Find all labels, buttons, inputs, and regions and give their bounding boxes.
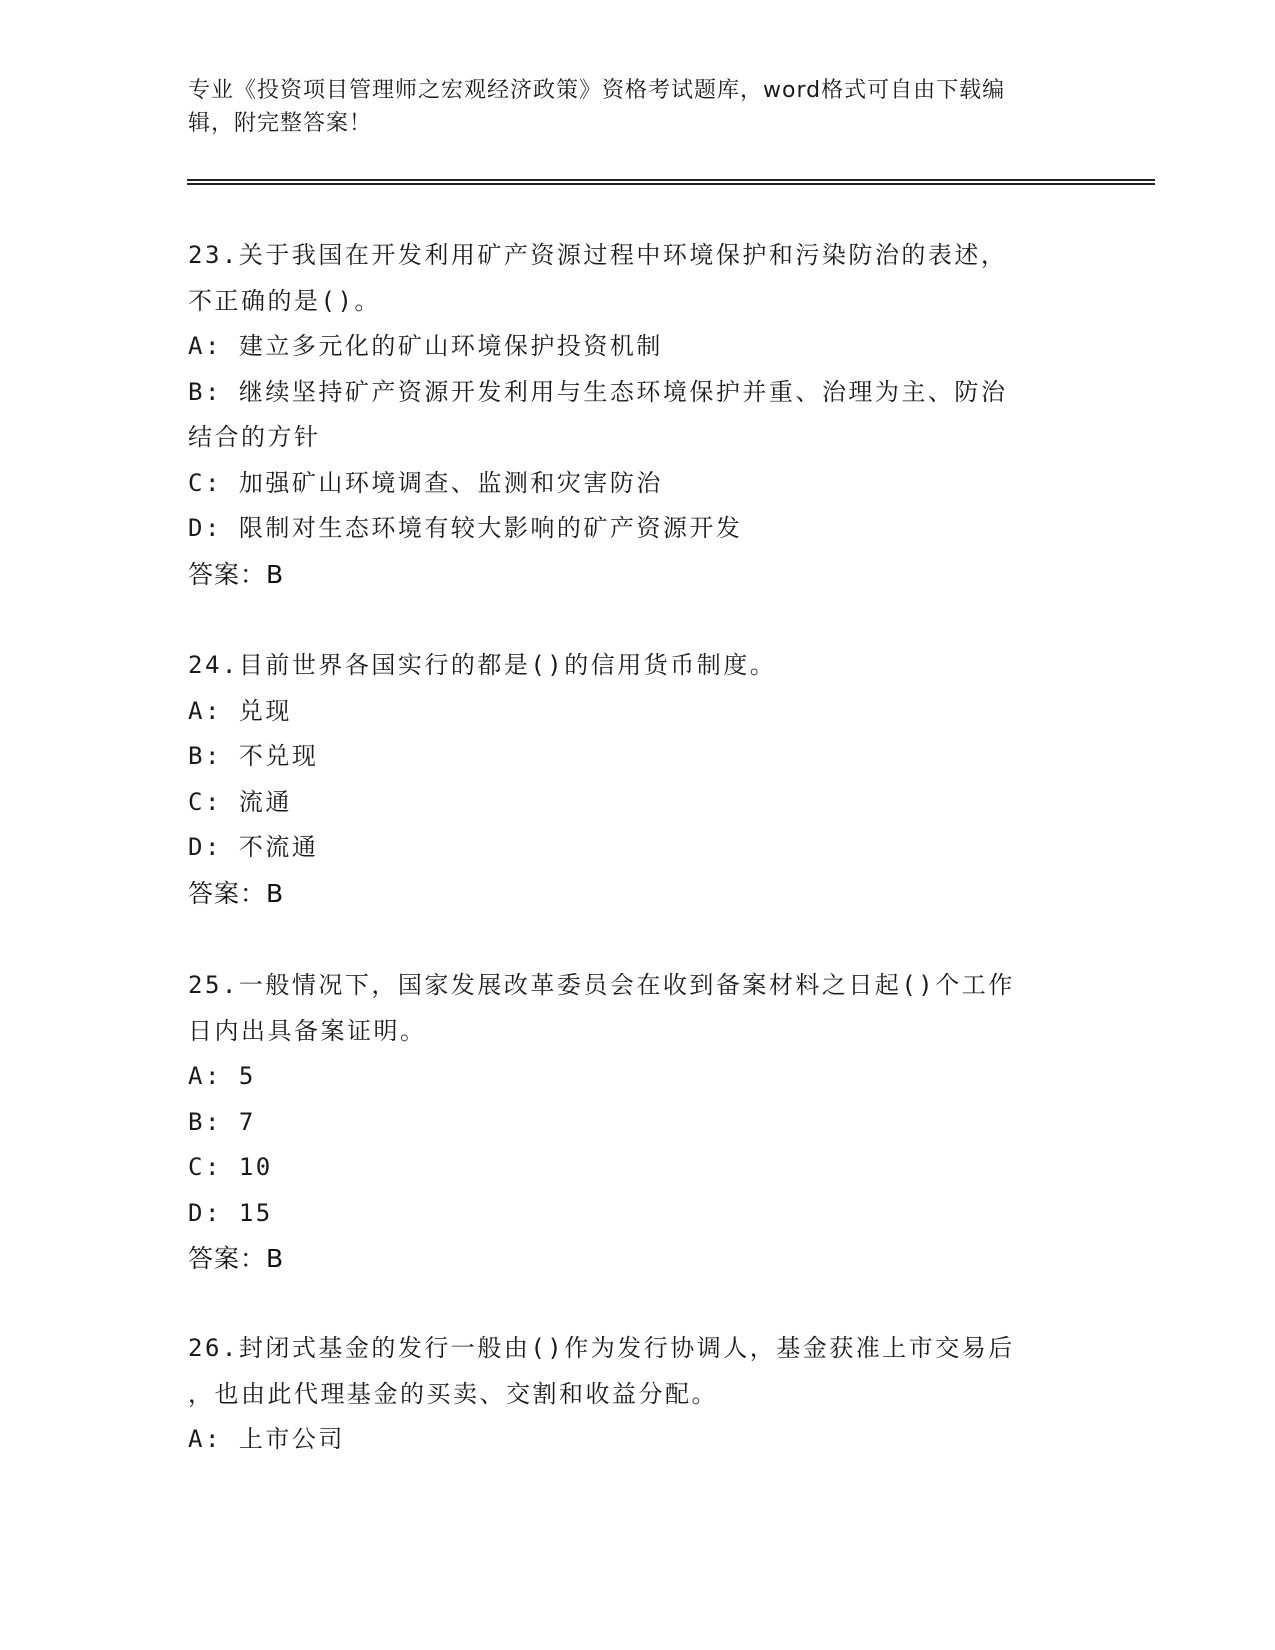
answer-line: 答案：B	[188, 1244, 285, 1273]
question-stem-line: 日内出具备案证明。	[188, 1016, 427, 1045]
option-b: B: 不兑现	[188, 742, 319, 770]
option-a: A: 兑现	[188, 696, 292, 725]
option-c: C: 流通	[188, 787, 292, 816]
answer-line: 答案：B	[188, 878, 285, 908]
option-c: C: 加强矿山环境调查、监测和灾害防治	[188, 468, 663, 497]
question-23	[188, 233, 1088, 597]
option-d: D: 15	[188, 1198, 273, 1227]
answer-line: 答案：B	[188, 559, 285, 589]
document-header	[188, 74, 1088, 140]
option-b-continued: 结合的方针	[188, 423, 321, 451]
option-a: A: 5	[188, 1062, 256, 1090]
header-divider	[187, 179, 1155, 185]
option-c: C: 10	[188, 1153, 273, 1181]
option-d: D: 限制对生态环境有较大影响的矿产资源开发	[188, 514, 743, 542]
question-24	[188, 643, 1088, 916]
question-26	[188, 1326, 1088, 1463]
header-line-2: 辑，附完整答案！	[188, 111, 373, 136]
header-line-1: 专业《投资项目管理师之宏观经济政策》资格考试题库，word格式可自由下载编	[188, 78, 1006, 103]
question-stem-line: 24.目前世界各国实行的都是()的信用货币制度。	[188, 651, 777, 679]
question-stem-line: 26.封闭式基金的发行一般由()作为发行协调人，基金获准上市交易后	[188, 1334, 1015, 1362]
question-stem-line: 23.关于我国在开发利用矿产资源过程中环境保护和污染防治的表述，	[188, 241, 1008, 269]
question-25	[188, 963, 1088, 1282]
question-stem-line: 25.一般情况下，国家发展改革委员会在收到备案材料之日起()个工作	[188, 971, 1015, 999]
question-stem-line: 不正确的是()。	[188, 286, 381, 315]
option-a: A: 上市公司	[188, 1425, 345, 1453]
question-stem-line: ，也由此代理基金的买卖、交割和收益分配。	[188, 1379, 718, 1408]
option-b: B: 7	[188, 1107, 256, 1136]
option-a: A: 建立多元化的矿山环境保护投资机制	[188, 332, 663, 360]
option-d: D: 不流通	[188, 833, 319, 861]
option-b: B: 继续坚持矿产资源开发利用与生态环境保护并重、治理为主、防治	[188, 377, 1008, 406]
